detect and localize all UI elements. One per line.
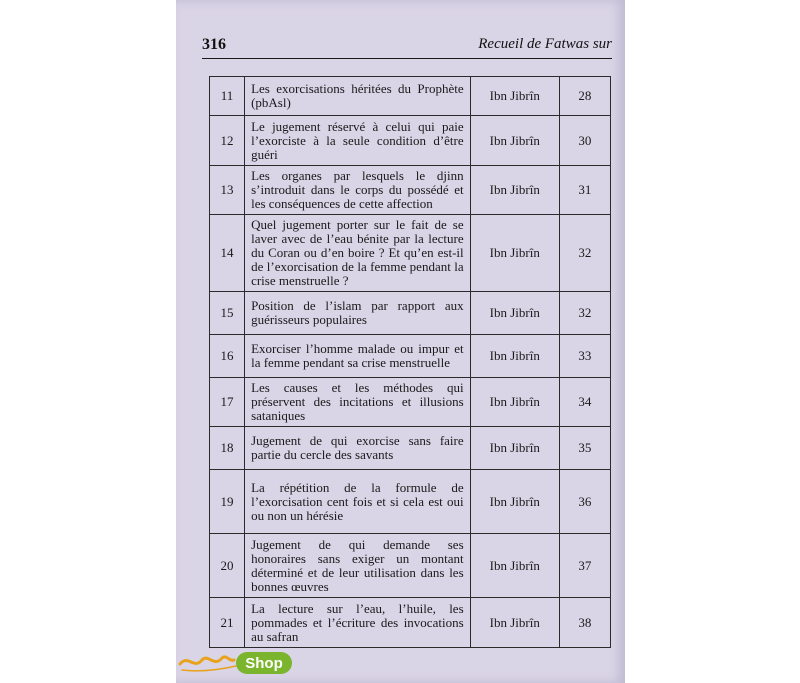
row-number: 12	[210, 116, 245, 166]
row-number: 15	[210, 292, 245, 335]
page-header	[202, 36, 612, 59]
logo-swoosh	[180, 657, 234, 664]
row-author: Ibn Jibrîn	[470, 292, 559, 335]
row-subject: Jugement de qui exorcise sans faire partie du cercle des savants	[245, 427, 471, 470]
row-author: Ibn Jibrîn	[470, 427, 559, 470]
row-subject: Exorciser l’homme malade ou impur et la femme pendant sa crise menstruelle	[245, 335, 471, 378]
row-subject: Le jugement réservé à celui qui paie l’exorciste à la seule condition d’être guéri	[245, 116, 471, 166]
page-number: 316	[202, 36, 226, 53]
book-page	[176, 0, 625, 683]
row-page: 35	[559, 427, 610, 470]
row-number: 14	[210, 215, 245, 292]
row-subject: Les causes et les méthodes qui préservent des incitations et illusions sataniques	[245, 378, 471, 427]
logo-text: Shop	[245, 655, 283, 672]
row-number: 17	[210, 378, 245, 427]
table-row	[210, 470, 611, 534]
table-row	[210, 427, 611, 470]
row-page: 31	[559, 166, 610, 215]
row-page: 30	[559, 116, 610, 166]
table-row	[210, 598, 611, 648]
running-title: Recueil de Fatwas sur	[478, 36, 612, 52]
row-author: Ibn Jibrîn	[470, 378, 559, 427]
row-author: Ibn Jibrîn	[470, 598, 559, 648]
row-number: 21	[210, 598, 245, 648]
row-author: Ibn Jibrîn	[470, 77, 559, 116]
table-row	[210, 116, 611, 166]
table-row	[210, 215, 611, 292]
row-page: 36	[559, 470, 610, 534]
row-author: Ibn Jibrîn	[470, 166, 559, 215]
table-row	[210, 335, 611, 378]
row-number: 18	[210, 427, 245, 470]
row-number: 13	[210, 166, 245, 215]
row-author: Ibn Jibrîn	[470, 534, 559, 598]
row-page: 38	[559, 598, 610, 648]
row-subject: Les organes par lesquels le djinn s’introduit dans le corps du possédé et les conséquences de cette affection	[245, 166, 471, 215]
row-subject: Quel jugement porter sur le fait de se laver avec de l’eau bénite par la lecture du Coran ou d’en boire ? Et qu’en est-il de l’exorcisation de la femme pendant la crise menstruelle ?	[245, 215, 471, 292]
row-number: 20	[210, 534, 245, 598]
row-subject: Jugement de qui demande ses honoraires sans exiger un montant déterminé et de leur utilisation dans les bonnes œuvres	[245, 534, 471, 598]
row-subject: La lecture sur l’eau, l’huile, les pommades et l’écriture des invocations au safran	[245, 598, 471, 648]
row-page: 32	[559, 292, 610, 335]
row-author: Ibn Jibrîn	[470, 470, 559, 534]
row-page: 33	[559, 335, 610, 378]
table-row	[210, 292, 611, 335]
row-page: 34	[559, 378, 610, 427]
table-row	[210, 534, 611, 598]
row-author: Ibn Jibrîn	[470, 215, 559, 292]
row-number: 11	[210, 77, 245, 116]
row-number: 19	[210, 470, 245, 534]
logo-swoosh-tail	[182, 666, 236, 671]
fatwa-index-table	[209, 76, 611, 648]
row-subject: La répétition de la formule de l’exorcisation cent fois et si cela est oui ou non un hérésie	[245, 470, 471, 534]
row-page: 32	[559, 215, 610, 292]
fatwa-index-body	[210, 77, 611, 648]
row-subject: Position de l’islam par rapport aux guérisseurs populaires	[245, 292, 471, 335]
row-number: 16	[210, 335, 245, 378]
table-row	[210, 378, 611, 427]
row-author: Ibn Jibrîn	[470, 335, 559, 378]
row-page: 37	[559, 534, 610, 598]
shop-logo	[178, 648, 298, 678]
row-subject: Les exorcisations héritées du Prophète (pbAsl)	[245, 77, 471, 116]
row-page: 28	[559, 77, 610, 116]
table-row	[210, 166, 611, 215]
table-row	[210, 77, 611, 116]
row-author: Ibn Jibrîn	[470, 116, 559, 166]
